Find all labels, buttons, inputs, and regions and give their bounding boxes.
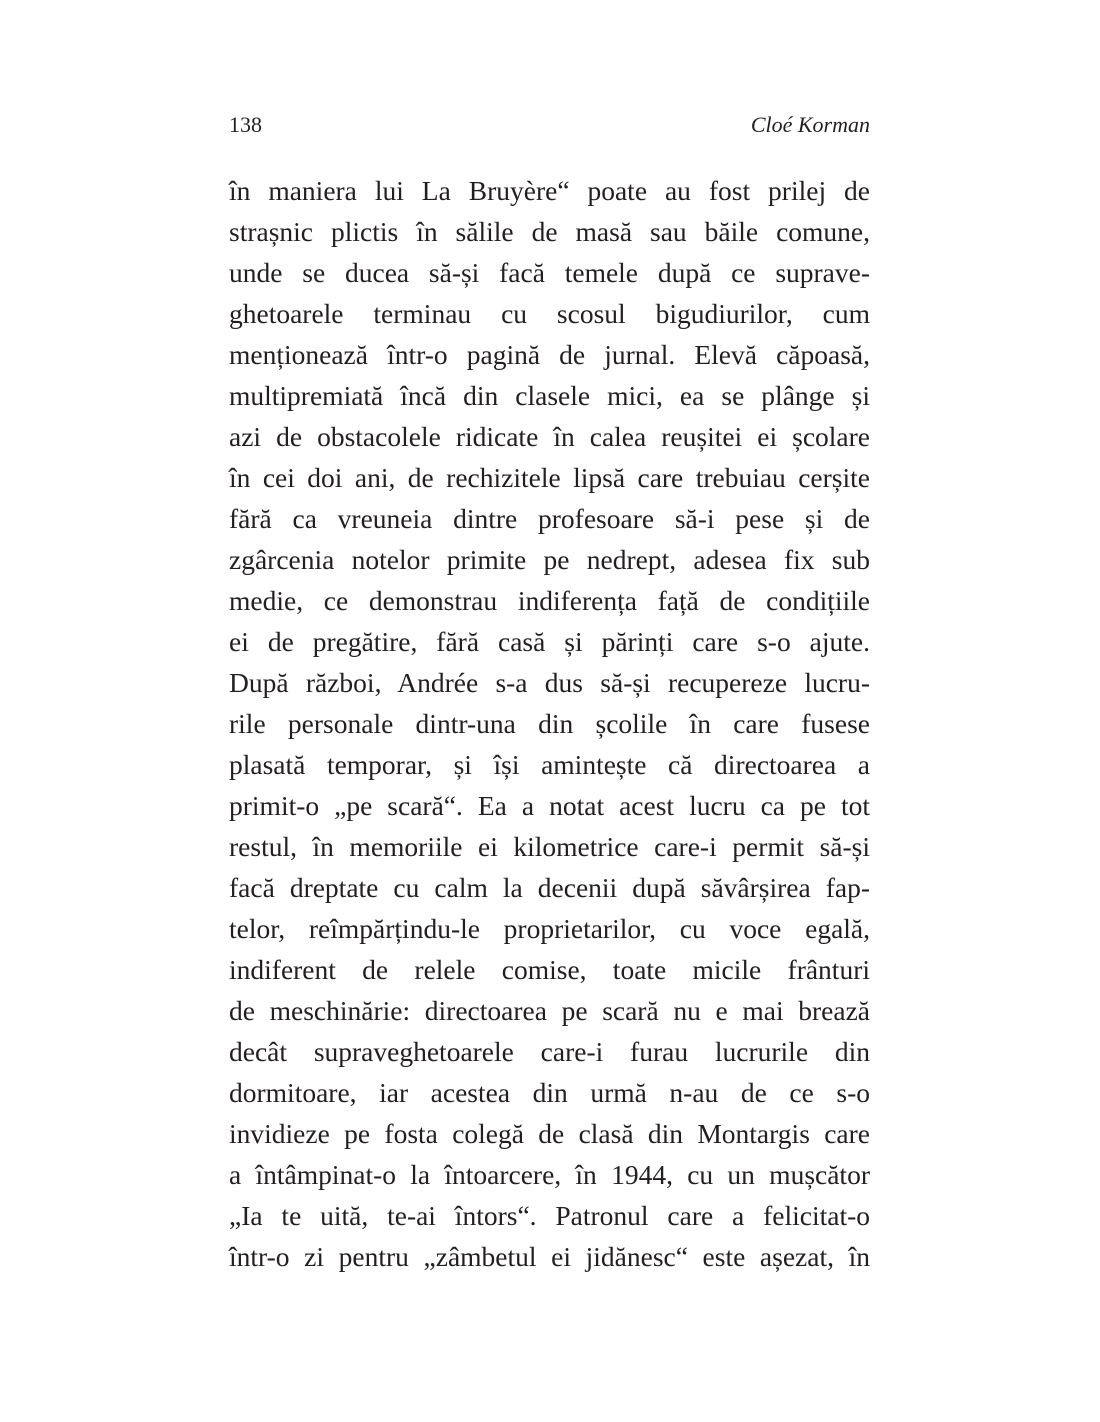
text-line: unde se ducea să-și facă temele după ce suprave- bbox=[229, 257, 870, 288]
text-line: După război, Andrée s-a dus să-și recupereze lucru- bbox=[229, 667, 870, 698]
text-line: zgârcenia notelor primite pe nedrept, adesea fix sub bbox=[229, 544, 870, 575]
text-line: indiferent de relele comise, toate micile frânturi bbox=[229, 954, 870, 985]
text-line: în cei doi ani, de rechizitele lipsă care trebuiau cerșite bbox=[229, 462, 870, 493]
text-line: ghetoarele terminau cu scosul bigudiurilor, cum bbox=[229, 298, 870, 329]
text-line: strașnic plictis în sălile de masă sau băile comune, bbox=[229, 216, 870, 247]
text-line: primit-o „pe scară“. Ea a notat acest lucru ca pe tot bbox=[229, 790, 870, 821]
page-number: 138 bbox=[229, 112, 262, 137]
text-line: rile personale dintr-una din școlile în care fusese bbox=[229, 708, 870, 739]
text-line: medie, ce demonstrau indiferența față de condițiile bbox=[229, 585, 870, 616]
text-line: menționează într-o pagină de jurnal. Elevă căpoasă, bbox=[229, 339, 870, 370]
text-line: într-o zi pentru „zâmbetul ei jidănesc“ este așezat, în bbox=[229, 1241, 870, 1272]
text-line: invidieze pe fosta colegă de clasă din Montargis care bbox=[229, 1118, 870, 1149]
text-line: dormitoare, iar acestea din urmă n-au de ce s-o bbox=[229, 1077, 870, 1108]
running-title-author: Cloé Korman bbox=[750, 112, 870, 137]
text-line: fără ca vreuneia dintre profesoare să-i pese și de bbox=[229, 503, 870, 534]
text-line: în maniera lui La Bruyère“ poate au fost prilej de bbox=[229, 175, 870, 206]
text-line: decât supraveghetoarele care-i furau lucrurile din bbox=[229, 1036, 870, 1067]
text-line: plasată temporar, și își amintește că directoarea a bbox=[229, 749, 870, 780]
text-line: a întâmpinat-o la întoarcere, în 1944, cu un mușcător bbox=[229, 1159, 870, 1190]
text-line: facă dreptate cu calm la decenii după săvârșirea fap- bbox=[229, 872, 870, 903]
text-line: ei de pregătire, fără casă și părinți care s-o ajute. bbox=[229, 626, 870, 657]
text-line: restul, în memoriile ei kilometrice care-i permit să-și bbox=[229, 831, 870, 862]
text-line: de meschinărie: directoarea pe scară nu e mai brează bbox=[229, 995, 870, 1026]
running-head bbox=[229, 108, 870, 142]
text-line: „Ia te uită, te-ai întors“. Patronul care a felicitat-o bbox=[229, 1200, 870, 1231]
text-line: telor, reîmpărțindu-le proprietarilor, cu voce egală, bbox=[229, 913, 870, 944]
text-line: multipremiată încă din clasele mici, ea se plânge și bbox=[229, 380, 870, 411]
body-text bbox=[229, 170, 870, 1277]
text-line: azi de obstacolele ridicate în calea reușitei ei școlare bbox=[229, 421, 870, 452]
